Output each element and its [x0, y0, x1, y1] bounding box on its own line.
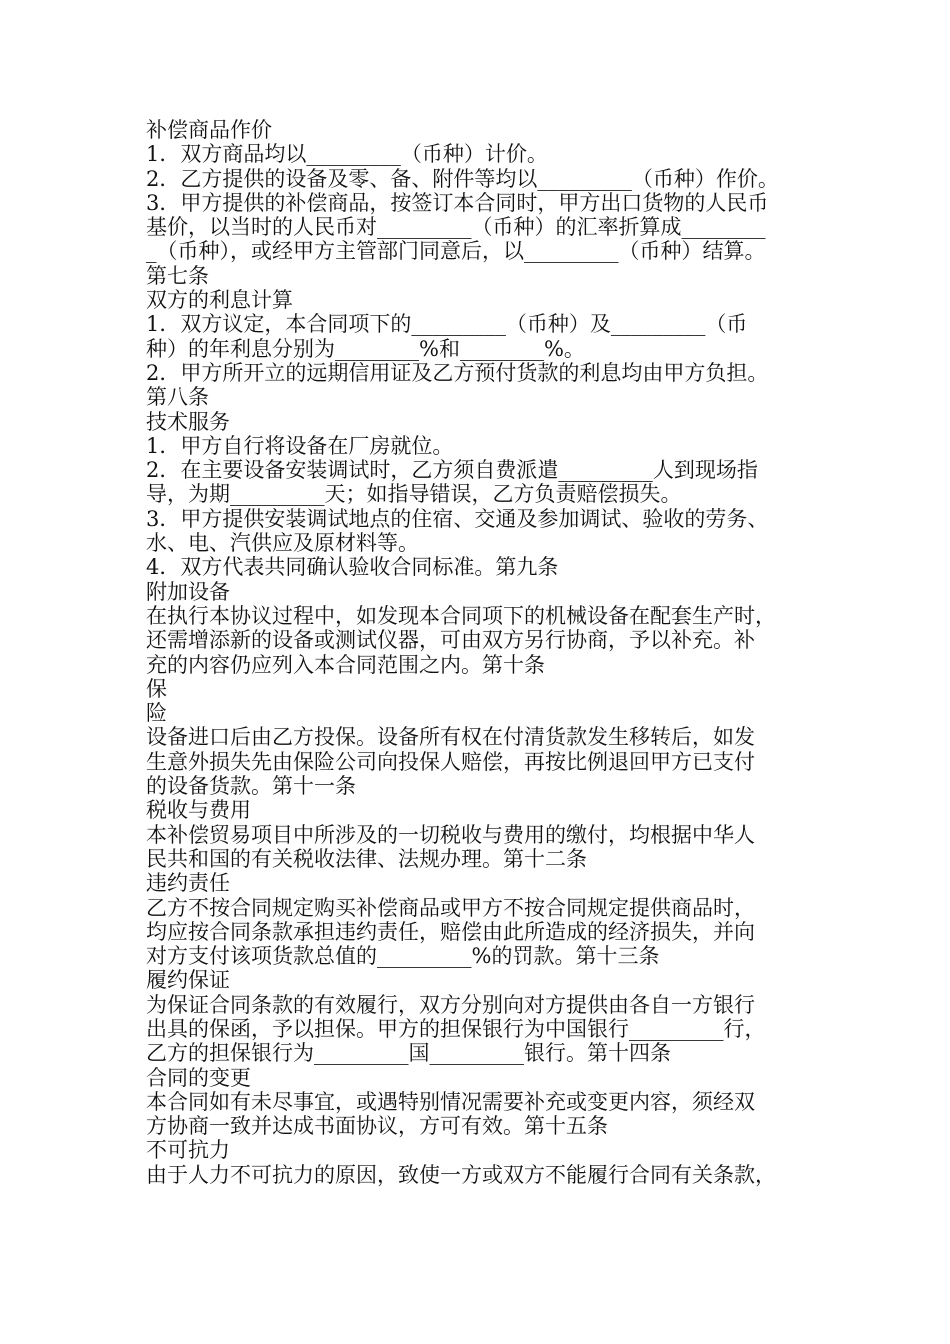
clause-line: 充的内容仍应列入本合同范围之内。第十条	[146, 652, 545, 677]
section-heading: 保	[146, 676, 167, 701]
clause-line: 由于人力不可抗力的原因，致使一方或双方不能履行合同有关条款，	[146, 1162, 776, 1187]
clause-line: 本补偿贸易项目中所涉及的一切税收与费用的缴付，均根据中华人	[146, 822, 755, 847]
contract-text	[146, 118, 810, 1187]
clause-line: 基价，以当时的人民币对_________（币种）的汇率折算成________	[146, 215, 766, 240]
article-number: 第七条	[146, 263, 209, 288]
clause-line: 导，为期_________天；如指导错误，乙方负责赔偿损失。	[146, 482, 682, 507]
clause-line: 3．甲方提供的补偿商品，按签订本合同时，甲方出口货物的人民币	[146, 190, 769, 215]
clause-line: 本合同如有未尽事宜，或遇特别情况需要补充或变更内容，须经双	[146, 1089, 755, 1114]
clause-line: 对方支付该项货款总值的_________%的罚款。第十三条	[146, 944, 660, 969]
section-heading: 违约责任	[146, 871, 230, 896]
clause-line: 乙方的担保银行为_________国_________银行。第十四条	[146, 1041, 671, 1066]
clause-line: 2．甲方所开立的远期信用证及乙方预付货款的利息均由甲方负担。	[146, 360, 769, 385]
clause-line: 为保证合同条款的有效履行，双方分别向对方提供由各自一方银行	[146, 992, 755, 1017]
clause-line: 还需增添新的设备或测试仪器，可由双方另行协商，予以补充。补	[146, 628, 755, 653]
clause-line: 生意外损失先由保险公司向投保人赔偿，再按比例退回甲方已支付	[146, 749, 755, 774]
section-heading: 税收与费用	[146, 798, 251, 823]
section-heading: 补偿商品作价	[146, 118, 272, 142]
clause-line: 设备进口后由乙方投保。设备所有权在付清货款发生移转后，如发	[146, 725, 755, 750]
clause-line: 乙方不按合同规定购买补偿商品或甲方不按合同规定提供商品时，	[146, 895, 755, 920]
section-heading: 双方的利息计算	[146, 288, 293, 313]
clause-line: 1．双方议定，本合同项下的_________（币种）及_________（币	[146, 312, 748, 337]
clause-line: 的设备货款。第十一条	[146, 774, 356, 799]
clause-line: 2．乙方提供的设备及零、备、附件等均以_________（币种）作价。	[146, 166, 779, 191]
clause-line: 出具的保函，予以担保。甲方的担保银行为中国银行_________行，	[146, 1016, 766, 1041]
clause-line: 均应按合同条款承担违约责任，赔偿由此所造成的经济损失，并向	[146, 919, 755, 944]
section-heading: 技术服务	[146, 409, 230, 434]
clause-line: _（币种），或经甲方主管部门同意后，以_________（币种）结算。	[146, 239, 766, 264]
clause-line: 水、电、汽供应及原材料等。	[146, 531, 419, 556]
article-number: 第八条	[146, 385, 209, 410]
clause-line: 4．双方代表共同确认验收合同标准。第九条	[146, 555, 559, 580]
section-heading: 附加设备	[146, 579, 230, 604]
clause-line: 民共和国的有关税收法律、法规办理。第十二条	[146, 846, 587, 871]
clause-line: 在执行本协议过程中，如发现本合同项下的机械设备在配套生产时，	[146, 603, 776, 628]
section-heading: 不可抗力	[146, 1138, 230, 1163]
clause-line: 3．甲方提供安装调试地点的住宿、交通及参加调试、验收的劳务、	[146, 506, 769, 531]
clause-line: 2．在主要设备安装调试时，乙方须自费派遣_________人到现场指	[146, 458, 758, 483]
section-heading: 履约保证	[146, 968, 230, 993]
clause-line: 1．甲方自行将设备在厂房就位。	[146, 433, 454, 458]
clause-line: 种）的年利息分别为________%和________%。	[146, 336, 585, 361]
clause-line: 1．双方商品均以_________（币种）计价。	[146, 142, 548, 167]
clause-line: 方协商一致并达成书面协议，方可有效。第十五条	[146, 1114, 608, 1139]
section-heading: 合同的变更	[146, 1065, 251, 1090]
section-heading: 险	[146, 701, 167, 726]
